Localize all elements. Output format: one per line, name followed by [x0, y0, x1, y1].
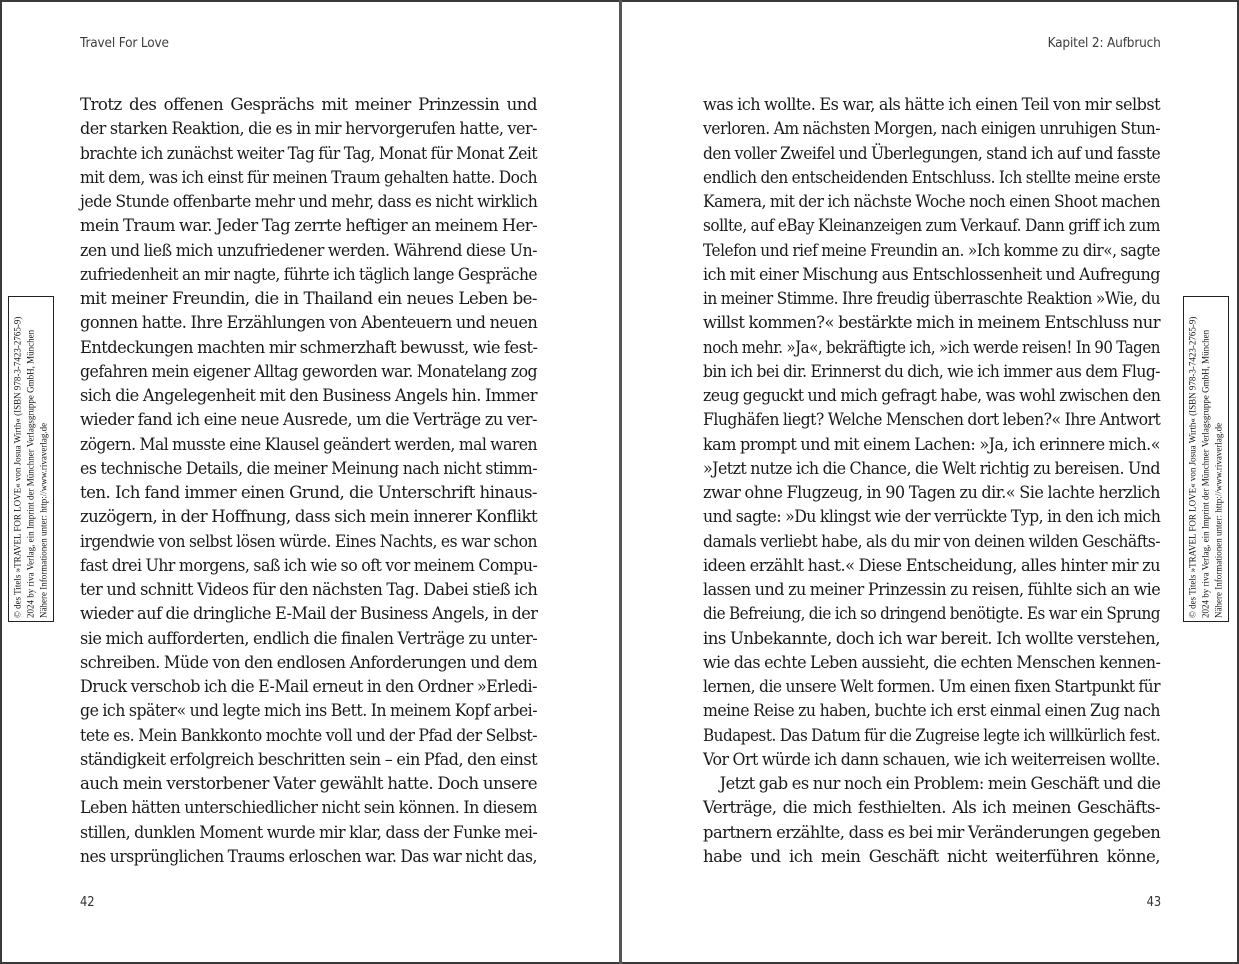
text-line: die Befreiung, die ich so dringend benötigte. Es war ein Sprung [703, 604, 1161, 624]
copyright-line: © des Titels »TRAVEL FOR LOVE« von Josua Wirth« (ISBN 978-3-7423-2765-9) [1187, 316, 1198, 618]
text-line: Vor Ort würde ich dann schauen, wie ich weiterreisen wollte. [703, 749, 1160, 769]
text-line: stillen, dunklen Moment wurde mir klar, dass der Funke mei- [80, 822, 538, 842]
text-line: wieder auf die dringliche E-Mail der Business Angels, in der [80, 604, 538, 624]
text-line: zen und ließ mich unzufriedener werden. Während diese Un- [80, 240, 538, 260]
text-line: den voller Zweifel und Überlegungen, stand ich auf und fasste [703, 143, 1161, 163]
copyright-line: 2024 by riva Verlag, ein Imprint der Münchner Verlagsgruppe GmbH, München [25, 329, 36, 618]
text-line: endlich den entscheidenden Entschluss. Ich stellte meine erste [703, 167, 1161, 187]
text-line: was ich wollte. Es war, als hätte ich einen Teil von mir selbst [703, 95, 1161, 114]
copyright-line: Nähere Informationen unter: http://www.rivaverlag.de [38, 422, 49, 618]
text-line: irgendwie von selbst lösen würde. Eines Nachts, es war schon [80, 531, 538, 551]
text-line: ständigkeit erfolgreich beschritten sein – ein Pfad, den einst [80, 749, 538, 769]
text-line: kam prompt und mit einem Lachen: »Ja, ich erinnere mich.« [703, 434, 1161, 454]
right-page [622, 0, 1239, 964]
text-line: zögern. Mal musste eine Klausel geändert werden, mal waren [80, 434, 538, 454]
text-line: zeug geguckt und mich gefragt habe, was wohl zwischen den [703, 386, 1161, 405]
text-line: tete es. Mein Bankkonto mochte voll und der Pfad der Selbst- [80, 725, 538, 745]
text-line: lassen und zu meiner Prinzessin zu reisen, fühlte sich an wie [703, 580, 1161, 599]
text-line: mit meiner Freundin, die in Thailand ein neues Leben be- [80, 289, 537, 308]
copyright-notice-left [8, 296, 54, 622]
copyright-line: Nähere Informationen unter: http://www.rivaverlag.de [1213, 422, 1224, 618]
text-line-paragraph-start: Jetzt gab es nur noch ein Problem: mein Geschäft und die [719, 774, 1161, 793]
text-line: habe und ich mein Geschäft nicht weiterführen könne, [703, 846, 1160, 866]
text-line: schreiben. Müde von den endlosen Anforderungen und dem [80, 652, 538, 672]
text-line: Trotz des offenen Gesprächs mit meiner Prinzessin und [80, 95, 537, 114]
text-line: Druck verschob ich die E-Mail erneut in den Ordner »Erledi- [80, 677, 537, 696]
copyright-notice-right [1183, 296, 1229, 622]
text-line: zuzögern, in der Hoffnung, dass sich mein innerer Konflikt [80, 507, 538, 527]
text-line: jede Stunde offenbarte mehr und mehr, dass es nicht wirklich [80, 192, 538, 211]
page-number-right: 43 [1146, 894, 1161, 910]
text-line: meine Reise zu haben, buchte ich erst einmal einen Zug nach [703, 701, 1160, 721]
text-line: ten. Ich fand immer einen Grund, die Unterschrift hinaus- [80, 483, 537, 502]
text-line: zufriedenheit an mir nagte, führte ich täglich lange Gespräche [80, 264, 538, 284]
text-line: lernen, die unsere Welt formen. Um einen fixen Startpunkt für [703, 677, 1161, 696]
text-line: sie mich aufforderten, endlich die finalen Verträge zu unter- [80, 628, 538, 648]
text-line: Verträge, die mich festhielten. Als ich meinen Geschäfts- [703, 798, 1160, 818]
text-line: partnern erzählte, dass es bei mir Veränderungen gegeben [703, 822, 1161, 842]
text-line: bin ich bei dir. Erinnerst du dich, wie ich immer aus dem Flug- [703, 361, 1161, 381]
text-line: noch mehr. »Ja«, bekräftigte ich, »ich werde reisen! In 90 Tagen [703, 337, 1160, 357]
running-head-book-title: Travel For Love [80, 35, 169, 51]
text-line: wieder fand ich eine neue Ausrede, um die Verträge zu ver- [80, 410, 538, 430]
text-line: in meiner Stimme. Ihre freudig überraschte Reaktion »Wie, du [703, 289, 1161, 308]
text-line: zwar ohne Flugzeug, in 90 Tagen zu dir.« Sie lachte herzlich [703, 483, 1161, 502]
text-line: Entdeckungen machten mir schmerzhaft bewusst, wie fest- [80, 337, 538, 357]
text-line: damals verliebt habe, als du mir von deinen wilden Geschäfts- [703, 531, 1160, 551]
text-line: Flughäfen liegt? Welche Menschen dort leben?« Ihre Antwort [703, 410, 1161, 430]
copyright-line: 2024 by riva Verlag, ein Imprint der Münchner Verlagsgruppe GmbH, München [1200, 329, 1211, 618]
copyright-line: © des Titels »TRAVEL FOR LOVE« von Josua Wirth« (ISBN 978-3-7423-2765-9) [12, 316, 23, 618]
text-line: willst kommen?« bestärkte mich in meinem Entschluss nur [703, 313, 1160, 333]
body-text-left [80, 93, 537, 869]
running-head-chapter-title: Kapitel 2: Aufbruch [1047, 35, 1161, 51]
text-line: verloren. Am nächsten Morgen, nach einigen unruhigen Stun- [703, 119, 1161, 139]
text-line: ins Unbekannte, doch ich war bereit. Ich wollte verstehen, [703, 628, 1160, 648]
text-line: Leben hätten unterschiedlicher nicht sein können. In diesem [80, 798, 538, 818]
text-line: nes ursprünglichen Traums erloschen war. Das war nicht das, [80, 846, 537, 866]
text-line: »Jetzt nutze ich die Chance, die Welt richtig zu bereisen. Und [703, 458, 1161, 478]
left-page [0, 0, 619, 964]
text-line: Budapest. Das Datum für die Zugreise legte ich willkürlich fest. [703, 725, 1161, 745]
text-line: fast drei Uhr morgens, saß ich wie so oft vor meinem Compu- [80, 555, 538, 575]
text-line: auch mein verstorbener Vater gewählt hatte. Doch unsere [80, 774, 537, 793]
text-line: gonnen hatte. Ihre Erzählungen von Abenteuern und neuen [80, 313, 538, 333]
text-line: mit dem, was ich einst für meinen Traum gehalten hatte. Doch [80, 167, 538, 187]
text-line: es technische Details, die meiner Meinung nach nicht stimm- [80, 458, 538, 478]
text-line: gefahren mein eigener Alltag geworden war. Monatelang zog [80, 361, 538, 381]
text-line: sollte, auf eBay Kleinanzeigen zum Verkauf. Dann griff ich zum [703, 216, 1161, 236]
text-line: und sagte: »Du klingst wie der verrückte Typ, in den ich mich [703, 507, 1161, 527]
text-line: Kamera, mit der ich nächste Woche noch einen Shoot machen [703, 192, 1161, 211]
page-number-left: 42 [80, 894, 95, 910]
text-line: brachte ich zunächst weiter Tag für Tag, Monat für Monat Zeit [80, 143, 538, 163]
body-text-right [703, 93, 1160, 869]
text-line: Telefon und rief meine Freundin an. »Ich komme zu dir«, sagte [703, 240, 1160, 260]
text-line: sich die Angelegenheit mit den Business Angels hin. Immer [80, 386, 538, 405]
text-line: ge ich später« und legte mich ins Bett. In meinem Kopf arbei- [80, 701, 537, 721]
text-line: wie das echte Leben aussieht, die echten Menschen kennen- [703, 652, 1161, 672]
text-line: ich mit einer Mischung aus Entschlossenheit und Aufregung [703, 264, 1160, 284]
text-line: mein Traum war. Jeder Tag zerrte heftiger an meinem Her- [80, 216, 538, 236]
text-line: ter und schnitt Videos für den nächsten Tag. Dabei stieß ich [80, 580, 538, 599]
text-line: ideen erzählt hast.« Diese Entscheidung, alles hinter mir zu [703, 555, 1161, 575]
text-line: der starken Reaktion, die es in mir hervorgerufen hatte, ver- [80, 119, 537, 139]
